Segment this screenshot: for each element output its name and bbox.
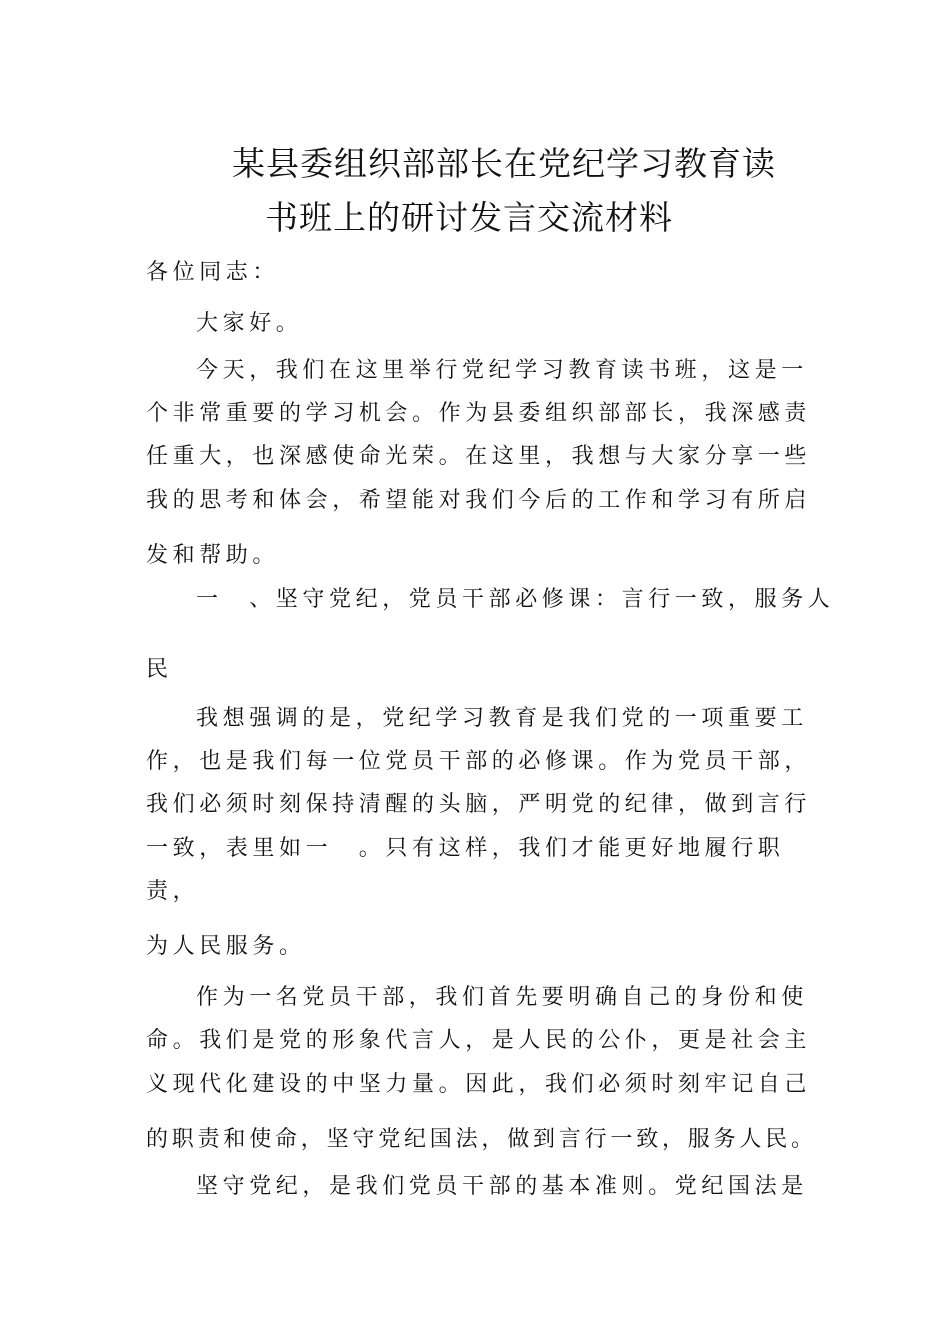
paragraph-line: 作为一名党员干部，我们首先要明确自己的身份和使 [196,985,808,1010]
paragraph-line: 为人民服务。 [146,934,306,959]
paragraph-line: 任重大，也深感使命光荣。在这里，我想与大家分享一些 [146,444,812,469]
paragraph-line: 一致，表里如一 。只有这样，我们才能更好地履行职 [146,836,785,861]
paragraph-line: 我的思考和体会，希望能对我们今后的工作和学习有所启 [146,488,812,513]
paragraph-line: 发和帮助。 [146,543,280,568]
paragraph-line: 坚守党纪，是我们党员干部的基本准则。党纪国法是 [196,1174,808,1199]
paragraph-line: 个非常重要的学习机会。作为县委组织部部长，我深感责 [146,401,812,426]
paragraph-line: 的职责和使命，坚守党纪国法，做到言行一致，服务人民。 [146,1127,817,1152]
section-heading-continued: 民 [146,657,173,682]
paragraph-line: 我们必须时刻保持清醒的头脑，严明党的纪律，做到言行 [146,792,812,817]
paragraph-line: 命。我们是党的形象代言人，是人民的公仆，更是社会主 [146,1028,812,1053]
document-title-line-2: 书班上的研讨发言交流材料 [265,198,673,237]
paragraph-line: 作，也是我们每一位党员干部的必修课。作为党员干部， [146,749,812,774]
section-heading: 一 、坚守党纪，党员干部必修课：言行一致，服务人 [196,587,835,612]
salutation: 各位同志： [146,260,280,285]
greeting: 大家好。 [196,311,303,336]
document-title-line-1: 某县委组织部部长在党纪学习教育读 [232,144,776,183]
paragraph-line: 义现代化建设的中坚力量。因此，我们必须时刻牢记自己 [146,1072,812,1097]
paragraph-line: 我想强调的是，党纪学习教育是我们党的一项重要工 [196,706,808,731]
paragraph-line: 今天，我们在这里举行党纪学习教育读书班，这是一 [196,358,808,383]
paragraph-line: 责， [146,879,200,904]
